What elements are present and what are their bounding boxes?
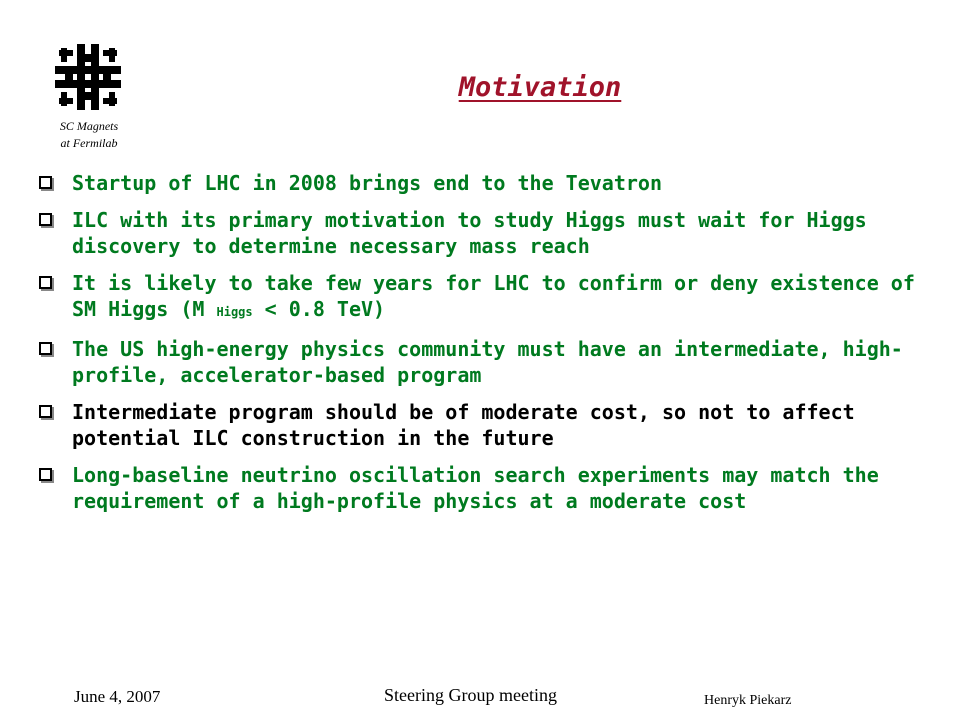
logo-caption-line1: SC Magnets	[59, 119, 119, 133]
fermilab-logo-icon	[55, 44, 121, 110]
bullet-text: Startup of LHC in 2008 brings end to the Tevatron	[72, 171, 663, 195]
bullet-item	[36, 399, 916, 451]
bullet-text: Long-baseline neutrino oscillation search experiments may match the requirement of a high-profile physics at a moderate cost	[72, 463, 879, 513]
higgs-subscript: Higgs	[216, 305, 253, 319]
bullet-text-before: It is likely to take few years for LHC to confirm or deny existence of SM Higgs (M	[72, 271, 915, 321]
bullet-list	[36, 170, 916, 525]
bullet-text: Intermediate program should be of moderate cost, so not to affect potential ILC construction in the future	[72, 400, 855, 450]
bullet-item	[36, 170, 916, 196]
logo-caption-line2: at Fermilab	[60, 136, 118, 150]
footer-meeting: Steering Group meeting	[384, 685, 557, 705]
checkbox-bullet-icon	[39, 276, 52, 289]
slide-title: Motivation	[458, 72, 622, 103]
logo-caption	[44, 118, 134, 152]
bullet-item	[36, 270, 916, 325]
bullet-item	[36, 207, 916, 259]
bullet-text: ILC with its primary motivation to study Higgs must wait for Higgs discovery to determine necessary mass reach	[72, 208, 867, 258]
footer-author: Henryk Piekarz	[704, 693, 792, 708]
bullet-text: The US high-energy physics community must have an intermediate, high-profile, accelerator-based program	[72, 337, 903, 387]
bullet-text-after: < 0.8 TeV)	[252, 297, 386, 321]
checkbox-bullet-icon	[39, 176, 52, 189]
checkbox-bullet-icon	[39, 342, 52, 355]
bullet-item	[36, 336, 916, 388]
bullet-item	[36, 462, 916, 514]
checkbox-bullet-icon	[39, 405, 52, 418]
footer-date: June 4, 2007	[74, 687, 161, 706]
checkbox-bullet-icon	[39, 468, 52, 481]
checkbox-bullet-icon	[39, 213, 52, 226]
